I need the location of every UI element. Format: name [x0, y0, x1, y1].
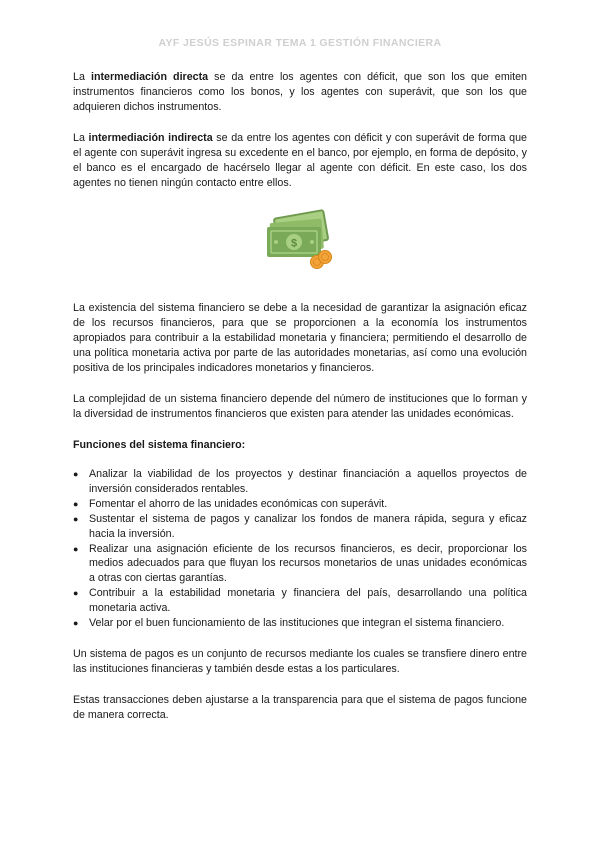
paragraph-payment-system: Un sistema de pagos es un conjunto de recursos mediante los cuales se transfiere dinero entre las instituciones financieras y también desde estas a los particulares. [73, 647, 527, 675]
paragraph-indirect-intermediation: La intermediación indirecta se da entre los agentes con déficit y con superávit de forma que el agente con superávit ingresa su excedente en el banco, por ejemplo, en forma de depósito, y el banco es el encargado de hacérselo llegar al agente con déficit. En este caso, los dos agentes no tienen ningún contacto entre ellos. [73, 132, 527, 189]
list-item: ● Realizar una asignación eficiente de los recursos financieros, es decir, proporcionar los medios adecuados para que fluyan los recursos monetarios de unas unidades económicas a otras con ciertas garantías. [73, 542, 527, 584]
list-item: ● Analizar la viabilidad de los proyectos y destinar financiación a aquellos proyectos de inversión considerados rentables. [73, 468, 527, 495]
functions-heading: Funciones del sistema financiero: [73, 439, 246, 451]
page-header: AYF JESÚS ESPINAR TEMA 1 GESTIÓN FINANCIERA [158, 37, 442, 49]
svg-text:$: $ [290, 237, 298, 250]
list-item: ● Sustentar el sistema de pagos y canalizar los fondos de manera rápida, segura y eficaz hacia la inversión. [73, 512, 527, 540]
bullet-icon: ● [73, 498, 79, 509]
paragraph-financial-system-complexity: La complejidad de un sistema financiero depende del número de instituciones que lo forman y la diversidad de instrumentos financieros que existen para atender las unidades económicas. [73, 393, 527, 420]
bullet-icon: ● [73, 617, 79, 628]
paragraph-transparency: Estas transacciones deben ajustarse a la transparencia para que el sistema de pagos funcione de manera correcta. [73, 693, 527, 721]
bullet-icon: ● [73, 513, 79, 524]
paragraph-financial-system-existence: La existencia del sistema financiero se debe a la necesidad de garantizar la asignación eficaz de los recursos financieros, para que se proporcionen a la economía los instrumentos apropiados para contribuir a la estabilidad monetaria y financiera; permitiendo el desarrollo de una política monetaria activa por parte de las autoridades monetarias, así como una evolución positiva de los principales indicadores monetarios y financieros. [73, 302, 527, 374]
money-figure [73, 209, 527, 271]
bullet-icon: ● [73, 588, 79, 599]
bullet-icon: ● [73, 469, 79, 479]
paragraph-direct-intermediation: La intermediación directa se da entre los agentes con déficit, que son los que emiten instrumentos financieros como los bonos, y los agentes con superávit, que son los que adquieren dichos instrumentos. [73, 71, 527, 113]
list-item: ● Fomentar el ahorro de las unidades económicas con superávit. [73, 497, 388, 510]
money-bills-coins-icon [265, 209, 335, 271]
term-direct-intermediation: intermediación directa [90, 71, 209, 83]
bullet-icon: ● [73, 543, 79, 554]
term-indirect-intermediation: intermediación indirecta [88, 132, 213, 144]
functions-list [73, 467, 527, 631]
document-body [73, 70, 527, 723]
list-item: ● Velar por el buen funcionamiento de las instituciones que integran el sistema financiero. [73, 616, 505, 629]
list-item: ● Contribuir a la estabilidad monetaria y financiera del país, desarrollando una política monetaria activa. [73, 587, 527, 614]
